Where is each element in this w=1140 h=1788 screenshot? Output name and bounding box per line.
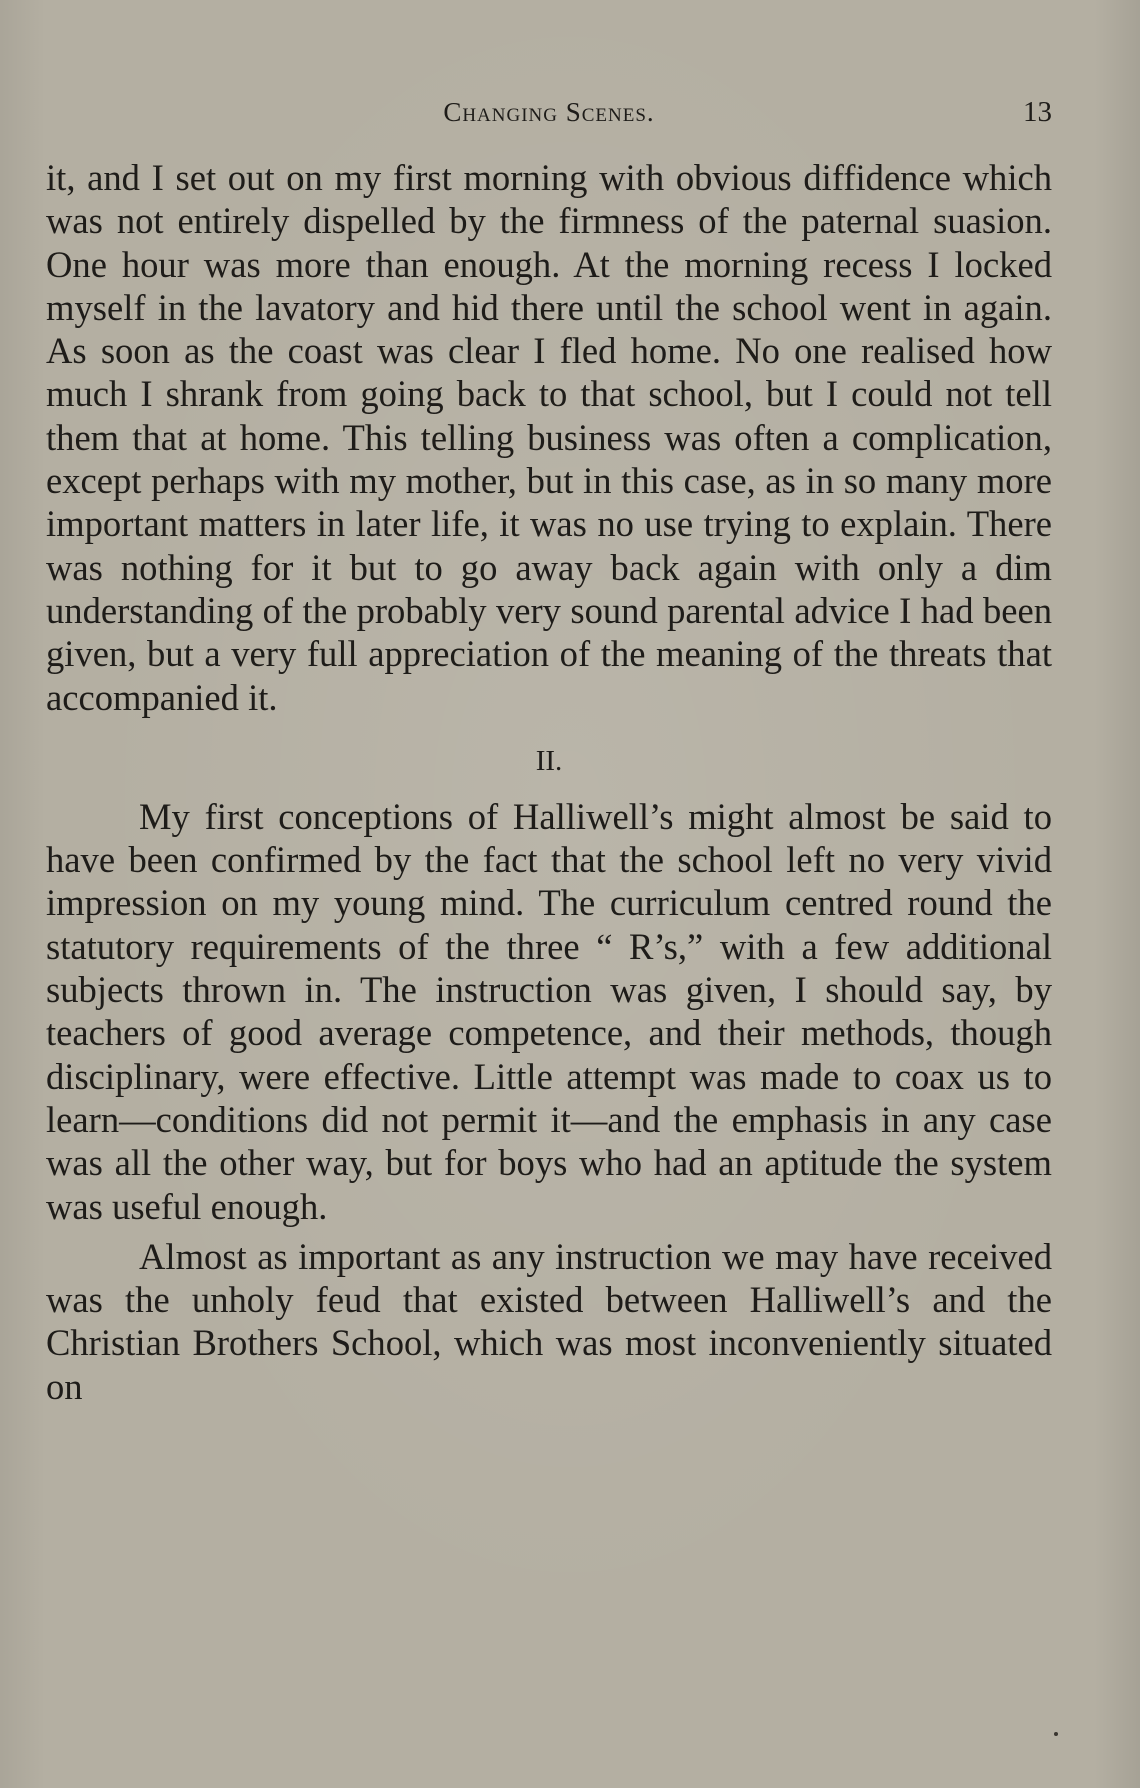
paragraph-3: Almost as important as any instruction we may have received was the unholy feud that existed between Halliwell’s and the Christian Brothers School, which was most inconveniently situated on — [46, 1235, 1052, 1407]
page-number: 13 — [1023, 96, 1052, 128]
paper-speck — [1054, 1732, 1058, 1736]
page-header — [46, 92, 1052, 132]
section-number: II. — [535, 744, 563, 777]
running-head: Changing Scenes. — [443, 97, 655, 127]
body-text — [46, 156, 1052, 1408]
paragraph-2: My first conceptions of Halliwell’s might almost be said to have been confirmed by the fact that the school left no very vivid impression on my young mind. The curriculum centred round the statutory requirements of the three “ R’s,” with a few additional subjects thrown in. The instruction was given, I should say, by teachers of good average competence, and their methods, though disciplinary, were effective. Little attempt was made to coax us to learn—conditions did not permit it—and the emphasis in any case was all the other way, but for boys who had an aptitude the system was useful enough. — [46, 795, 1052, 1227]
paragraph-1: it, and I set out on my first morning with obvious diffidence which was not entirely dispelled by the firmness of the paternal suasion. One hour was more than enough. At the morning recess I locked myself in the lavatory and hid there until the school went in again. As soon as the coast was clear I fled home. No one realised how much I shrank from going back to that school, but I could not tell them that at home. This telling business was often a complication, except perhaps with my mother, but in this case, as in so many more important matters in later life, it was no use trying to explain. There was nothing for it but to go away back again with only a dim understanding of the probably very sound parental advice I had been given, but a very full appreciation of the meaning of the threats that accompanied it. — [46, 157, 1052, 718]
